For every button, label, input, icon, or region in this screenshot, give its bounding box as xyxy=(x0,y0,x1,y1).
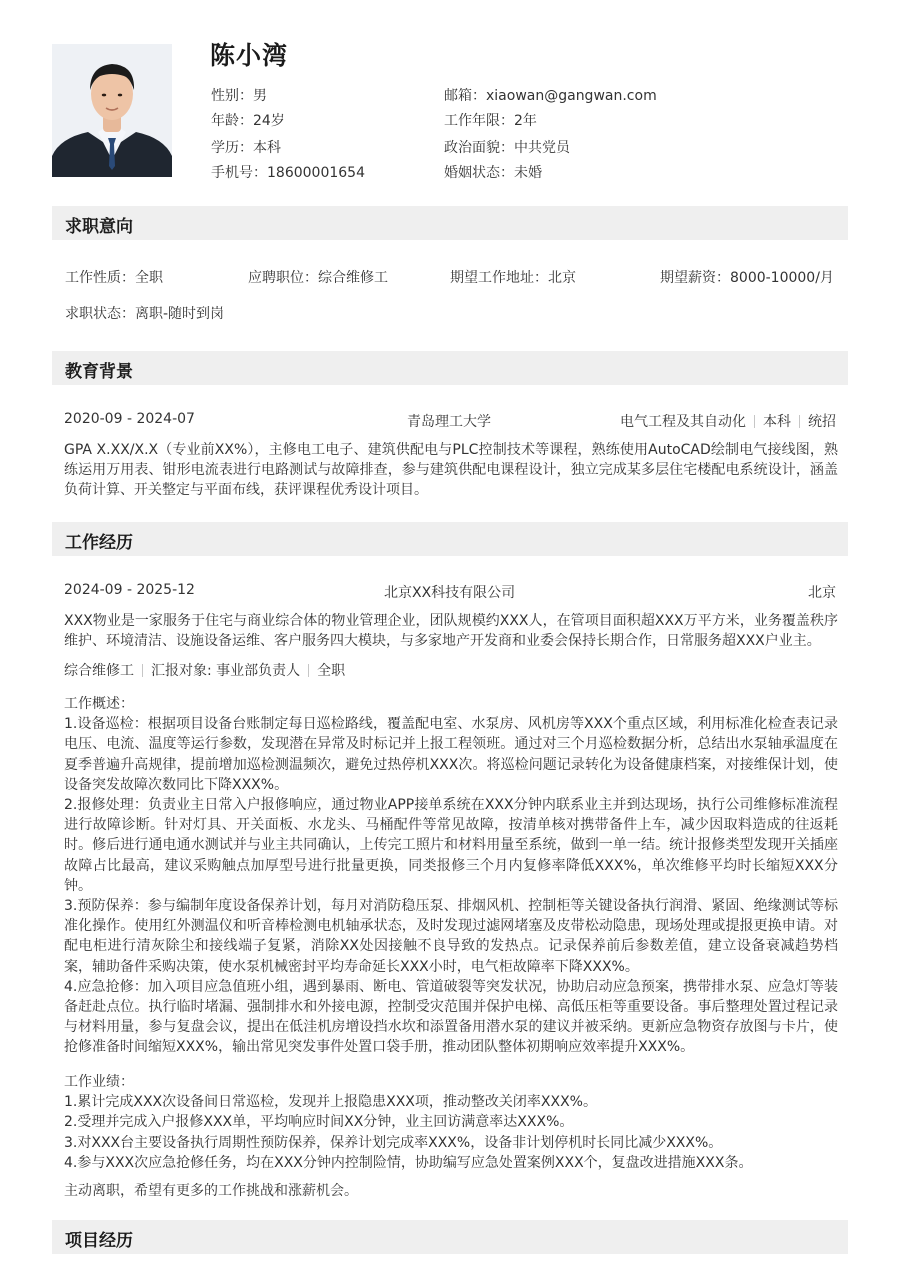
age-row xyxy=(211,110,285,130)
age-value: 24岁 xyxy=(253,113,285,129)
work-meta xyxy=(64,660,345,680)
gender-value: 男 xyxy=(253,88,267,104)
work-city: 北京 xyxy=(808,585,836,601)
edu-school: 青岛理工大学 xyxy=(407,414,491,430)
divider xyxy=(142,664,143,677)
overview-item: 1.设备巡检：根据项目设备台账制定每日巡检路线，覆盖配电室、水泵房、风机房等XXX个重点区域，利用标准化检查表记录电压、电流、温度等运行参数，发现潜在异常及时标记并上报工程领班。通过对三个月巡检数据分析，总结出水泵轴承温度在夏季普遍升高规律，提前增加巡检测温频次，避免过热停机XXX次。将巡检问题记录转化为设备健康档案，对接维保计划，使设备突发故障次数同比下降XXX%。 xyxy=(64,716,838,793)
intent-salary-label: 期望薪资： xyxy=(660,270,730,286)
overview-item: 4.应急抢修：加入项目应急值班小组，遇到暴雨、断电、管道破裂等突发状况，协助启动应急预案，携带排水泵、应急灯等装备赶赴点位。执行临时堵漏、强制排水和外接电源，控制受灾范围并保护电梯、高低压柜等重要设备。事后整理处置过程记录与材料用量，参与复盘会议，提出在低洼机房增设挡水坎和添置备用潜水泵的建议并被采纳。更新应急物资存放图与卡片，使抢修准备时间缩短XXX%，输出常见突发事件处置口袋手册，推动团队整体初期响应效率提升XXX%。 xyxy=(64,978,838,1056)
overview-item: 2.报修处理：负责业主日常入户报修响应，通过物业APP接单系统在XXX分钟内联系业主并到达现场，执行公司维修标准流程进行故障诊断。针对灯具、开关面板、水龙头、马桶配件等常见故障，按清单核对携带备件上车，减少因取料造成的往返耗时。修后进行通电通水测试并与业主共同确认，上传完工照片和材料用量至系统，做到一单一结。统计报修类型发现开关插座故障占比最高，建议采购触点加厚型号进行批量更换，同类报修三个月内复修率降低XXX%，单次维修平均时长缩短XXX分钟。 xyxy=(64,797,838,894)
political-label: 政治面貌： xyxy=(444,140,514,156)
section-title: 工作经历 xyxy=(65,533,133,553)
years-row xyxy=(444,110,537,130)
intent-type xyxy=(65,267,163,287)
email-row xyxy=(444,85,657,105)
degree-label: 学历： xyxy=(211,140,253,156)
degree-value: 本科 xyxy=(253,140,281,156)
work-achievements xyxy=(64,1072,838,1173)
intent-status xyxy=(65,303,224,323)
overview-item: 3.预防保养：参与编制年度设备保养计划，每月对消防稳压泵、排烟风机、控制柜等关键设备执行润滑、紧固、绝缘测试等标准化操作。使用红外测温仪和听音棒检测电机轴承状态，及时发现过滤网堵塞及皮带松动隐患，现场处理或提报更换申请。对配电柜进行清灰除尘和接线端子复紧，消除XX处因接触不良导致的发热点。记录保养前后参数差值，建立设备衰减趋势档案，辅助备件采购决策，使水泵机械密封平均寿命延长XXX小时，电气柜故障率下降XXX%。 xyxy=(64,898,838,975)
section-title: 求职意向 xyxy=(65,217,133,237)
achievement-item: 3.对XXX台主要设备执行周期性预防保养，保养计划完成率XXX%，设备非计划停机时长同比减少XXX%。 xyxy=(64,1134,723,1151)
section-title: 项目经历 xyxy=(65,1231,133,1251)
section-title: 教育背景 xyxy=(65,362,133,382)
intent-position-label: 应聘职位： xyxy=(248,270,318,286)
edu-detail xyxy=(620,411,836,431)
intent-type-value: 全职 xyxy=(135,270,163,286)
section-project xyxy=(52,1220,848,1254)
achievement-item: 1.累计完成XXX次设备间日常巡检，发现并上报隐患XXX项，推动整改关闭率XXX%。 xyxy=(64,1094,597,1111)
leave-reason: 主动离职，希望有更多的工作挑战和涨薪机会。 xyxy=(64,1183,358,1199)
intent-location-value: 北京 xyxy=(548,270,576,286)
email-label: 邮箱： xyxy=(444,88,486,104)
achievement-item: 4.参与XXX次应急抢修任务，均在XXX分钟内控制险情，协助编写应急处置案例XXX个，复盘改进措施XXX条。 xyxy=(64,1154,753,1171)
political-value: 中共党员 xyxy=(514,140,570,156)
divider xyxy=(754,415,755,428)
intent-position xyxy=(248,267,388,287)
achievement-item: 2.受理并完成入户报修XXX单，平均响应时间XX分钟，业主回访满意率达XXX%。 xyxy=(64,1114,574,1131)
work-company: 北京XX科技有限公司 xyxy=(384,585,516,601)
degree-row xyxy=(211,137,281,157)
section-work xyxy=(52,522,848,556)
phone-value: 18600001654 xyxy=(267,165,365,181)
person-avatar-icon xyxy=(52,44,172,177)
phone-row xyxy=(211,162,365,182)
work-overview xyxy=(64,694,838,1058)
divider xyxy=(308,664,309,677)
intent-location xyxy=(450,267,576,287)
work-report-to: 汇报对象: 事业部负责人 xyxy=(151,663,301,679)
intent-position-value: 综合维修工 xyxy=(318,270,388,286)
political-row xyxy=(444,137,570,157)
work-job-type: 全职 xyxy=(317,663,346,679)
marital-label: 婚姻状态： xyxy=(444,165,514,181)
intent-status-label: 求职状态： xyxy=(65,306,135,322)
profile-photo xyxy=(52,44,172,177)
age-label: 年龄： xyxy=(211,113,253,129)
years-value: 2年 xyxy=(514,113,537,129)
marital-value: 未婚 xyxy=(514,165,542,181)
gender-label: 性别： xyxy=(211,88,253,104)
achievements-label: 工作业绩： xyxy=(64,1074,134,1090)
edu-level: 本科 xyxy=(763,414,791,430)
intent-salary-value: 8000-10000/月 xyxy=(730,270,834,286)
intent-type-label: 工作性质： xyxy=(65,270,135,286)
work-period: 2024-09 - 2025-12 xyxy=(64,582,195,598)
edu-description: GPA X.XX/X.X（专业前XX%），主修电工电子、建筑供配电与PLC控制技术等课程，熟练使用AutoCAD绘制电气接线图，熟练运用万用表、钳形电流表进行电路测试与故障排查，参与建筑供配电课程设计，独立完成某多层住宅楼配电系统设计，涵盖负荷计算、开关整定与平面布线，获评课程优秀设计项目。 xyxy=(64,442,838,499)
section-job-intent xyxy=(52,206,848,240)
company-description: XXX物业是一家服务于住宅与商业综合体的物业管理企业，团队规模约XXX人，在管项目面积超XXX万平方米，业务覆盖秩序维护、环境清洁、设施设备运维、客户服务四大模块，与多家地产开发商和业委会保持长期合作，日常服务超XXX户业主。 xyxy=(64,613,838,650)
years-label: 工作年限： xyxy=(444,113,514,129)
edu-major: 电气工程及其自动化 xyxy=(620,414,746,430)
intent-salary xyxy=(660,267,834,287)
section-education xyxy=(52,351,848,385)
marital-row xyxy=(444,162,542,182)
intent-location-label: 期望工作地址： xyxy=(450,270,548,286)
work-role: 综合维修工 xyxy=(64,663,134,679)
edu-mode: 统招 xyxy=(808,414,836,430)
overview-label: 工作概述： xyxy=(64,696,134,712)
email-value: xiaowan@gangwan.com xyxy=(486,88,657,104)
candidate-name: 陈小湾 xyxy=(210,41,289,70)
edu-period: 2020-09 - 2024-07 xyxy=(64,411,195,427)
phone-label: 手机号： xyxy=(211,165,267,181)
gender-row xyxy=(211,85,267,105)
intent-status-value: 离职-随时到岗 xyxy=(135,306,225,322)
divider xyxy=(799,415,800,428)
